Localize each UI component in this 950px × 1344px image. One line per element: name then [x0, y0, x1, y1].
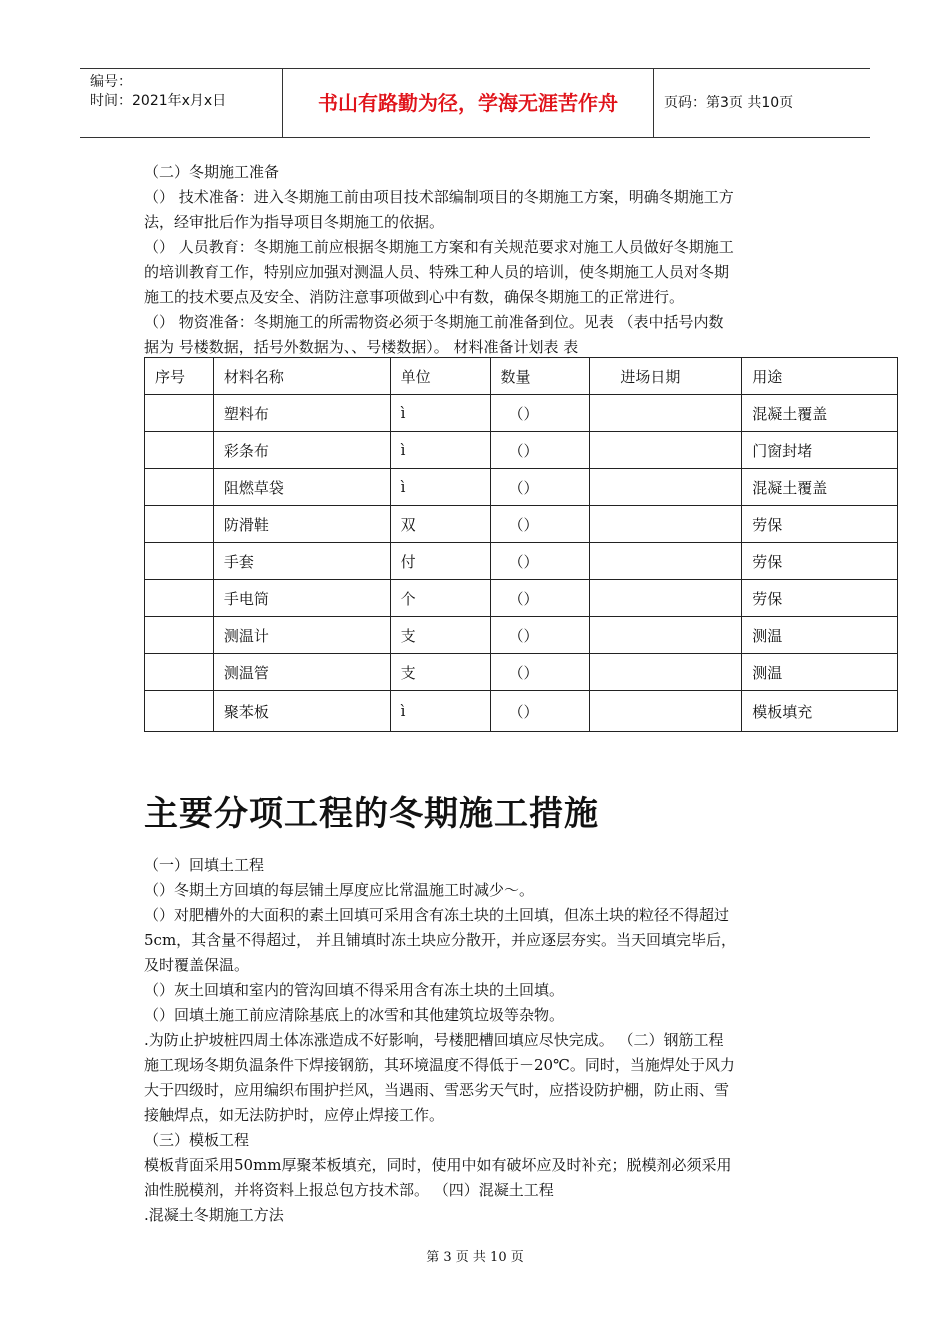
measure-line: .为防止护坡桩四周土体冻涨造成不好影响，号楼肥槽回填应尽快完成。 （二）钢筋工程: [144, 1031, 724, 1049]
header-meta: [80, 69, 282, 137]
prep-line: （） 人员教育：冬期施工前应根据冬期施工方案和有关规范要求对施工人员做好冬期施工: [144, 238, 734, 256]
measure-line: （三）模板工程: [144, 1131, 250, 1149]
cell-index: [145, 506, 214, 543]
cell-date: [590, 395, 742, 432]
table-header-row: [145, 358, 898, 395]
cell-usage: 混凝土覆盖: [742, 469, 898, 506]
header-cell: 进场日期: [590, 358, 742, 395]
cell-index: [145, 617, 214, 654]
cell-unit: 双: [390, 506, 490, 543]
measure-line: 油性脱模剂，并将资料上报总包方技术部。 （四）混凝土工程: [144, 1181, 554, 1199]
cell-quantity: （）: [490, 691, 590, 732]
cell-index: [145, 691, 214, 732]
cell-quantity: （）: [490, 617, 590, 654]
table-row: [145, 691, 898, 732]
cell-date: [590, 617, 742, 654]
measure-line: 5cm，其含量不得超过， 并且铺填时冻土块应分散开，并应逐层夯实。当天回填完毕后，: [144, 931, 736, 949]
cell-usage: 门窗封堵: [742, 432, 898, 469]
material-plan-table: [144, 357, 898, 732]
table-row: [145, 543, 898, 580]
cell-quantity: （）: [490, 395, 590, 432]
cell-index: [145, 395, 214, 432]
cell-date: [590, 432, 742, 469]
cell-quantity: （）: [490, 506, 590, 543]
page-header: [80, 68, 870, 138]
header-cell: 单位: [390, 358, 490, 395]
cell-material: 阻燃草袋: [213, 469, 390, 506]
prep-line: （） 物资准备：冬期施工的所需物资必须于冬期施工前准备到位。见表 （表中括号内数: [144, 313, 724, 331]
cell-material: 测温计: [213, 617, 390, 654]
cell-quantity: （）: [490, 543, 590, 580]
header-cell: 材料名称: [213, 358, 390, 395]
prep-line: 施工的技术要点及安全、消防注意事项做到心中有数，确保冬期施工的正常进行。: [144, 288, 685, 306]
cell-date: [590, 654, 742, 691]
cell-index: [145, 469, 214, 506]
table-row: [145, 654, 898, 691]
header-cell: 序号: [145, 358, 214, 395]
cell-usage: 劳保: [742, 506, 898, 543]
measure-line: 接触焊点，如无法防护时，应停止焊接工作。: [144, 1106, 445, 1124]
page-footer: 第 3 页 共 10 页: [426, 1250, 524, 1265]
cell-index: [145, 654, 214, 691]
cell-material: 彩条布: [213, 432, 390, 469]
cell-date: [590, 469, 742, 506]
measure-line: （一）回填土工程: [144, 856, 265, 874]
cell-usage: 混凝土覆盖: [742, 395, 898, 432]
cell-index: [145, 432, 214, 469]
cell-quantity: （）: [490, 432, 590, 469]
cell-unit: ì: [390, 395, 490, 432]
cell-material: 防滑鞋: [213, 506, 390, 543]
cell-unit: 个: [390, 580, 490, 617]
table-row: [145, 469, 898, 506]
table-row: [145, 580, 898, 617]
measure-line: （）灰土回填和室内的管沟回填不得采用含有冻土块的土回填。: [144, 981, 565, 999]
cell-material: 聚苯板: [213, 691, 390, 732]
cell-date: [590, 691, 742, 732]
header-cell: 数量: [490, 358, 590, 395]
number-label: 编号：: [90, 74, 132, 90]
cell-material: 测温管: [213, 654, 390, 691]
cell-unit: ì: [390, 432, 490, 469]
time-label: 时间：2021年x月x日: [90, 93, 227, 109]
prep-title: （二）冬期施工准备: [144, 163, 280, 181]
header-cell: 用途: [742, 358, 898, 395]
cell-usage: 模板填充: [742, 691, 898, 732]
prep-line: 据为 号楼数据，括号外数据为、、号楼数据）。 材料准备计划表 表: [144, 338, 579, 356]
cell-unit: 付: [390, 543, 490, 580]
measure-line: （）对肥槽外的大面积的素土回填可采用含有冻土块的土回填，但冻土块的粒径不得超过: [144, 906, 730, 924]
cell-quantity: （）: [490, 654, 590, 691]
measure-line: （）回填土施工前应清除基底上的冰雪和其他建筑垃圾等杂物。: [144, 1006, 565, 1024]
table-row: [145, 432, 898, 469]
measure-line: .混凝土冬期施工方法: [144, 1206, 284, 1224]
table-row: [145, 506, 898, 543]
prep-line: （） 技术准备：进入冬期施工前由项目技术部编制项目的冬期施工方案，明确冬期施工方: [144, 188, 734, 206]
cell-unit: 支: [390, 617, 490, 654]
measures-section: [144, 853, 816, 1228]
prep-section: [144, 160, 816, 360]
cell-unit: 支: [390, 654, 490, 691]
cell-usage: 劳保: [742, 580, 898, 617]
section-heading: 主要分项工程的冬期施工措施: [144, 794, 599, 834]
header-page-info: 页码：第3页 共10页: [664, 95, 794, 111]
prep-line: 法，经审批后作为指导项目冬期施工的依据。: [144, 213, 445, 231]
measure-line: 模板背面采用50mm厚聚苯板填充，同时，使用中如有破坏应及时补充；脱模剂必须采用: [144, 1156, 732, 1174]
cell-index: [145, 580, 214, 617]
cell-unit: ì: [390, 691, 490, 732]
cell-material: 塑料布: [213, 395, 390, 432]
measure-line: 及时覆盖保温。: [144, 956, 250, 974]
cell-usage: 测温: [742, 617, 898, 654]
cell-date: [590, 580, 742, 617]
cell-unit: ì: [390, 469, 490, 506]
table-row: [145, 395, 898, 432]
cell-date: [590, 506, 742, 543]
measure-line: 大于四级时，应用编织布围护拦风，当遇雨、雪恶劣天气时，应搭设防护棚，防止雨、雪: [144, 1081, 730, 1099]
table-row: [145, 617, 898, 654]
prep-line: 的培训教育工作，特别应加强对测温人员、特殊工种人员的培训，使冬期施工人员对冬期: [144, 263, 730, 281]
cell-quantity: （）: [490, 469, 590, 506]
cell-quantity: （）: [490, 580, 590, 617]
measure-line: 施工现场冬期负温条件下焊接钢筋，其环境温度不得低于－20℃。同时，当施焊处于风力: [144, 1056, 735, 1074]
measure-line: （）冬期土方回填的每层铺土厚度应比常温施工时减少～。: [144, 881, 535, 899]
cell-date: [590, 543, 742, 580]
cell-index: [145, 543, 214, 580]
cell-material: 手电筒: [213, 580, 390, 617]
header-motto: 书山有路勤为径，学海无涯苦作舟: [282, 69, 654, 137]
cell-material: 手套: [213, 543, 390, 580]
cell-usage: 测温: [742, 654, 898, 691]
cell-usage: 劳保: [742, 543, 898, 580]
